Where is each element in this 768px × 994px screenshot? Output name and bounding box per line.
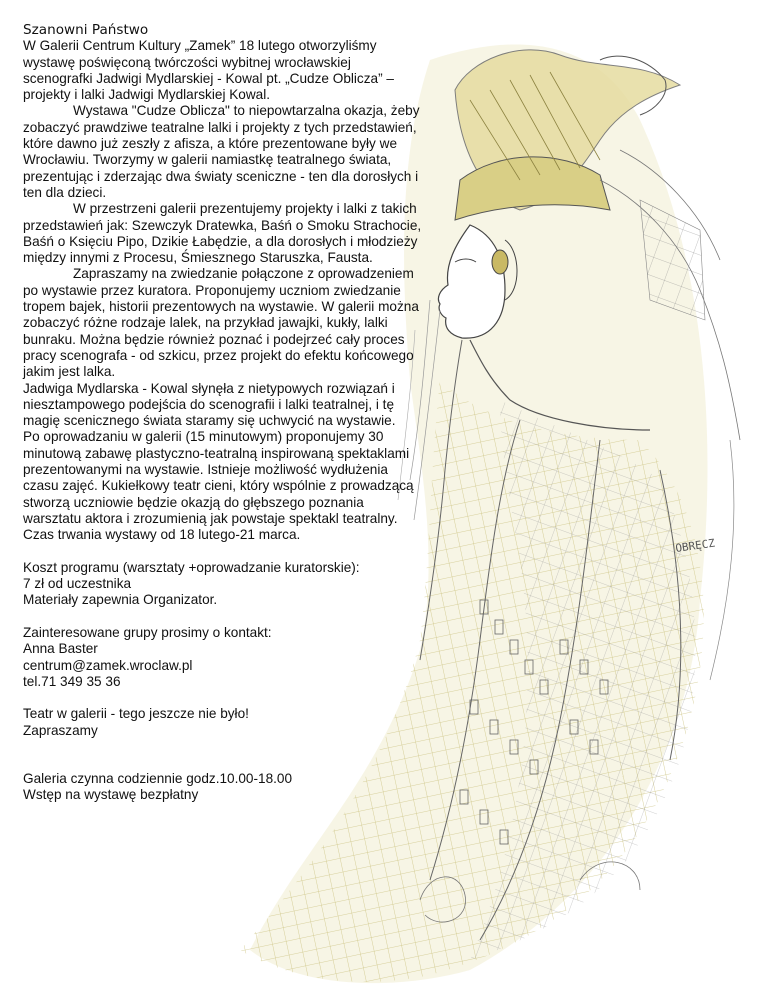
contact-email[interactable]: centrum@zamek.wroclaw.pl <box>23 657 193 673</box>
opening-hours: Galeria czynna codziennie godz.10.00-18.00 <box>23 771 293 787</box>
greeting: Szanowni Państwo <box>23 22 149 38</box>
cost-price: 7 zł od uczestnika <box>23 576 132 592</box>
sketch-annotation: OBRĘCZ <box>674 536 716 555</box>
invitation-paragraph: Zapraszamy na zwiedzanie połączone z oprowadzeniem po wystawie przez kuratora. Proponujemy uczniom zwiedzanie tropem bajek, historii prezentowych na wystawie. W galerii można zobaczyć różne rodzaje lalek, na przykład jawajki, kukły, lalki bunraku. Można będzie również poznać i podejrzeć cały proces pracy scenografa - od szkicu, przez projekt do efektu końcowego jakim jest lalka. <box>23 266 419 380</box>
duration-line: Czas trwania wystawy od 18 lutego-21 marca. <box>23 527 301 543</box>
cost-heading: Koszt programu (warsztaty +oprowadzanie kuratorskie): <box>23 559 360 575</box>
admission-info: Wstęp na wystawę bezpłatny <box>23 787 199 803</box>
letter-body <box>23 22 423 804</box>
closing-tagline: Teatr w galerii - tego jeszcze nie było! <box>23 706 249 722</box>
contact-phone: tel.71 349 35 36 <box>23 673 121 689</box>
cost-materials: Materiały zapewnia Organizator. <box>23 592 218 608</box>
intro-paragraph: W Galerii Centrum Kultury „Zamek” 18 lutego otworzyliśmy wystawę poświęconą twórczości wybitnej wrocławskiej scenografki Jadwigi Mydlarskiej - Kowal pt. „Cudze Oblicza” – projekty i lalki Jadwigi Mydlarskiej Kowal. <box>23 38 394 103</box>
exhibition-paragraph: Wystawa "Cudze Oblicza" to niepowtarzalna okazja, żeby zobaczyć prawdziwe teatralne lalki i projekty z tych przedstawień, które dawno już zeszły z afisza, a które prezentowane były we Wrocławiu. Tworzymy w galerii namiastkę teatralnego świata, prezentując i zderzając dwa światy sceniczne - ten dla dorosłych i ten dla dzieci. <box>23 103 420 200</box>
closing-invite: Zapraszamy <box>23 722 98 738</box>
workshop-paragraph: Po oprowadzaniu w galerii (15 minutowym) proponujemy 30 minutową zabawę plastyczno-teatralną inspirowaną spektaklami prezentowanymi na wystawie. Istnieje możliwość wydłużenia czasu zajęć. Kukiełkowy teatr cieni, który wspólnie z prowadzącą stworzą uczniowie będzie okazją do głębszego poznania warsztatu aktora i zrozumienią jak powstaje spektakl teatralny. <box>23 429 414 526</box>
contact-heading: Zainteresowane grupy prosimy o kontakt: <box>23 624 272 640</box>
contact-name: Anna Baster <box>23 641 98 657</box>
artist-paragraph: Jadwiga Mydlarska - Kowal słynęła z nietypowych rozwiązań i niesztampowego podejścia do scenografii i lalki teatralnej, i tę magię scenicznego świata staramy się uchwycić na wystawie. <box>23 380 396 429</box>
performances-paragraph: W przestrzeni galerii prezentujemy projekty i lalki z takich przedstawień jak: Szewczyk Dratewka, Baśń o Smoku Strachocie, Baśń o Księciu Pipo, Dzikie Łabędzie, a dla dorosłych i młodzieży między innymi z Procesu, Śmiesznego Staruszka, Fausta. <box>23 201 422 266</box>
